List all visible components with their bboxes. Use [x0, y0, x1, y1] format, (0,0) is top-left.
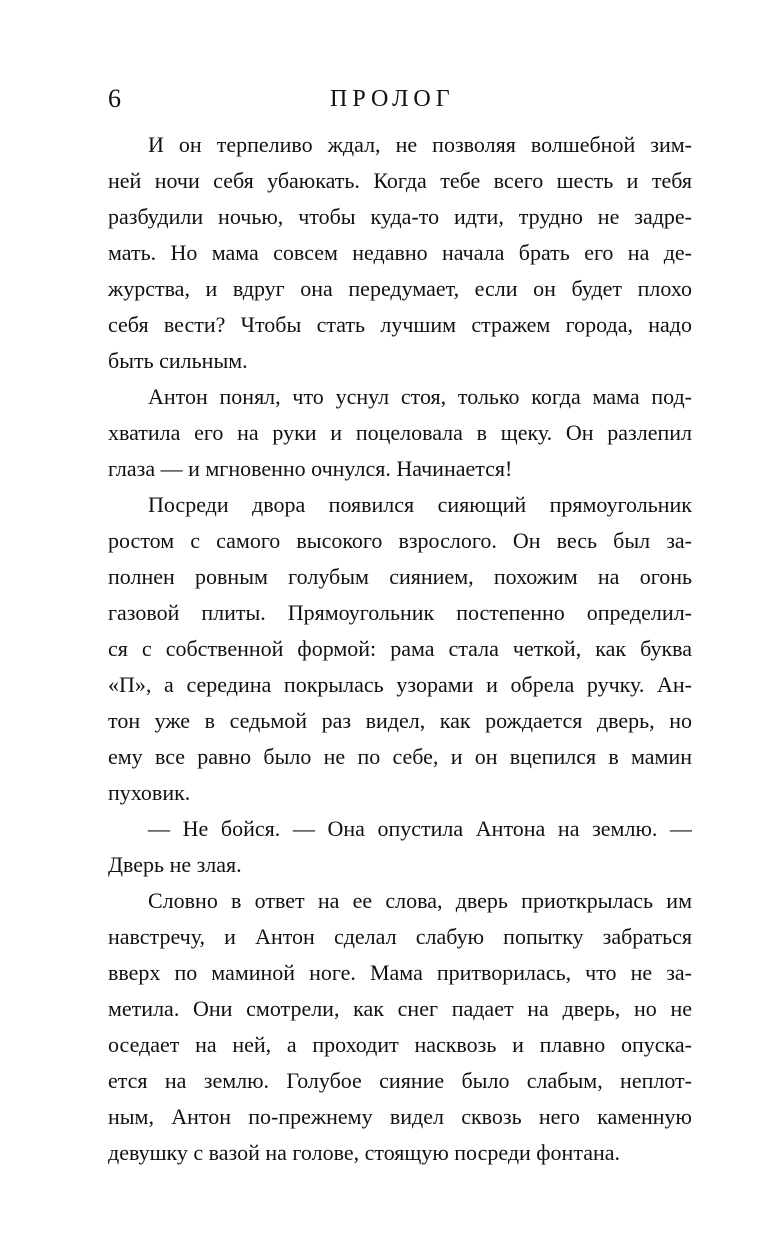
body-text [108, 127, 692, 1171]
text-line: навстречу, и Антон сделал слабую попытку забраться [108, 924, 692, 949]
text-line: оседает на ней, а проходит насквозь и плавно опуска- [108, 1032, 692, 1057]
text-line: ся с собственной формой: рама стала четкой, как буква [108, 636, 692, 661]
text-line: полнен ровным голубым сиянием, похожим на огонь [108, 564, 692, 589]
text-line: ется на землю. Голубое сияние было слабым, неплот- [108, 1068, 692, 1093]
page-number: 6 [108, 84, 121, 113]
text-line: ростом с самого высокого взрослого. Он весь был за- [108, 528, 692, 553]
text-line: «П», а середина покрылась узорами и обрела ручку. Ан- [108, 672, 692, 697]
text-line: быть сильным. [108, 348, 248, 373]
text-line: Антон понял, что уснул стоя, только когда мама под- [148, 384, 692, 409]
text-line: ным, Антон по-прежнему видел сквозь него каменную [108, 1104, 692, 1129]
text-line: Дверь не злая. [108, 852, 242, 877]
paragraph [108, 127, 692, 379]
paragraph [108, 811, 692, 883]
text-line: хватила его на руки и поцеловала в щеку. Он разлепил [108, 420, 692, 445]
text-line: девушку с вазой на голове, стоящую посреди фонтана. [108, 1140, 621, 1165]
text-line: вверх по маминой ноге. Мама притворилась, что не за- [108, 960, 692, 985]
page-header [0, 82, 768, 116]
text-line: ему все равно было не по себе, и он вцепился в мамин [108, 744, 692, 769]
running-head: ПРОЛОГ [330, 86, 455, 112]
text-line: пуховик. [108, 780, 191, 805]
paragraph [108, 883, 692, 1171]
paragraph [108, 487, 692, 811]
text-line: — Не бойся. — Она опустила Антона на землю. — [148, 816, 692, 841]
text-line: тон уже в седьмой раз видел, как рождается дверь, но [108, 708, 692, 733]
text-line: журства, и вдруг она передумает, если он будет плохо [108, 276, 692, 301]
text-line: Словно в ответ на ее слова, дверь приоткрылась им [148, 888, 692, 913]
text-line: Посреди двора появился сияющий прямоугольник [148, 492, 692, 517]
paragraph [108, 379, 692, 487]
text-line: газовой плиты. Прямоугольник постепенно определил- [108, 600, 692, 625]
text-line: И он терпеливо ждал, не позволяя волшебной зим- [148, 132, 692, 157]
text-line: разбудили ночью, чтобы куда-то идти, трудно не задре- [108, 204, 692, 229]
text-line: глаза — и мгновенно очнулся. Начинается! [108, 456, 513, 481]
text-line: метила. Они смотрели, как снег падает на дверь, но не [108, 996, 692, 1021]
text-line: мать. Но мама совсем недавно начала брать его на де- [108, 240, 692, 265]
text-line: ней ночи себя убаюкать. Когда тебе всего шесть и тебя [108, 168, 692, 193]
text-line: себя вести? Чтобы стать лучшим стражем города, надо [108, 312, 692, 337]
